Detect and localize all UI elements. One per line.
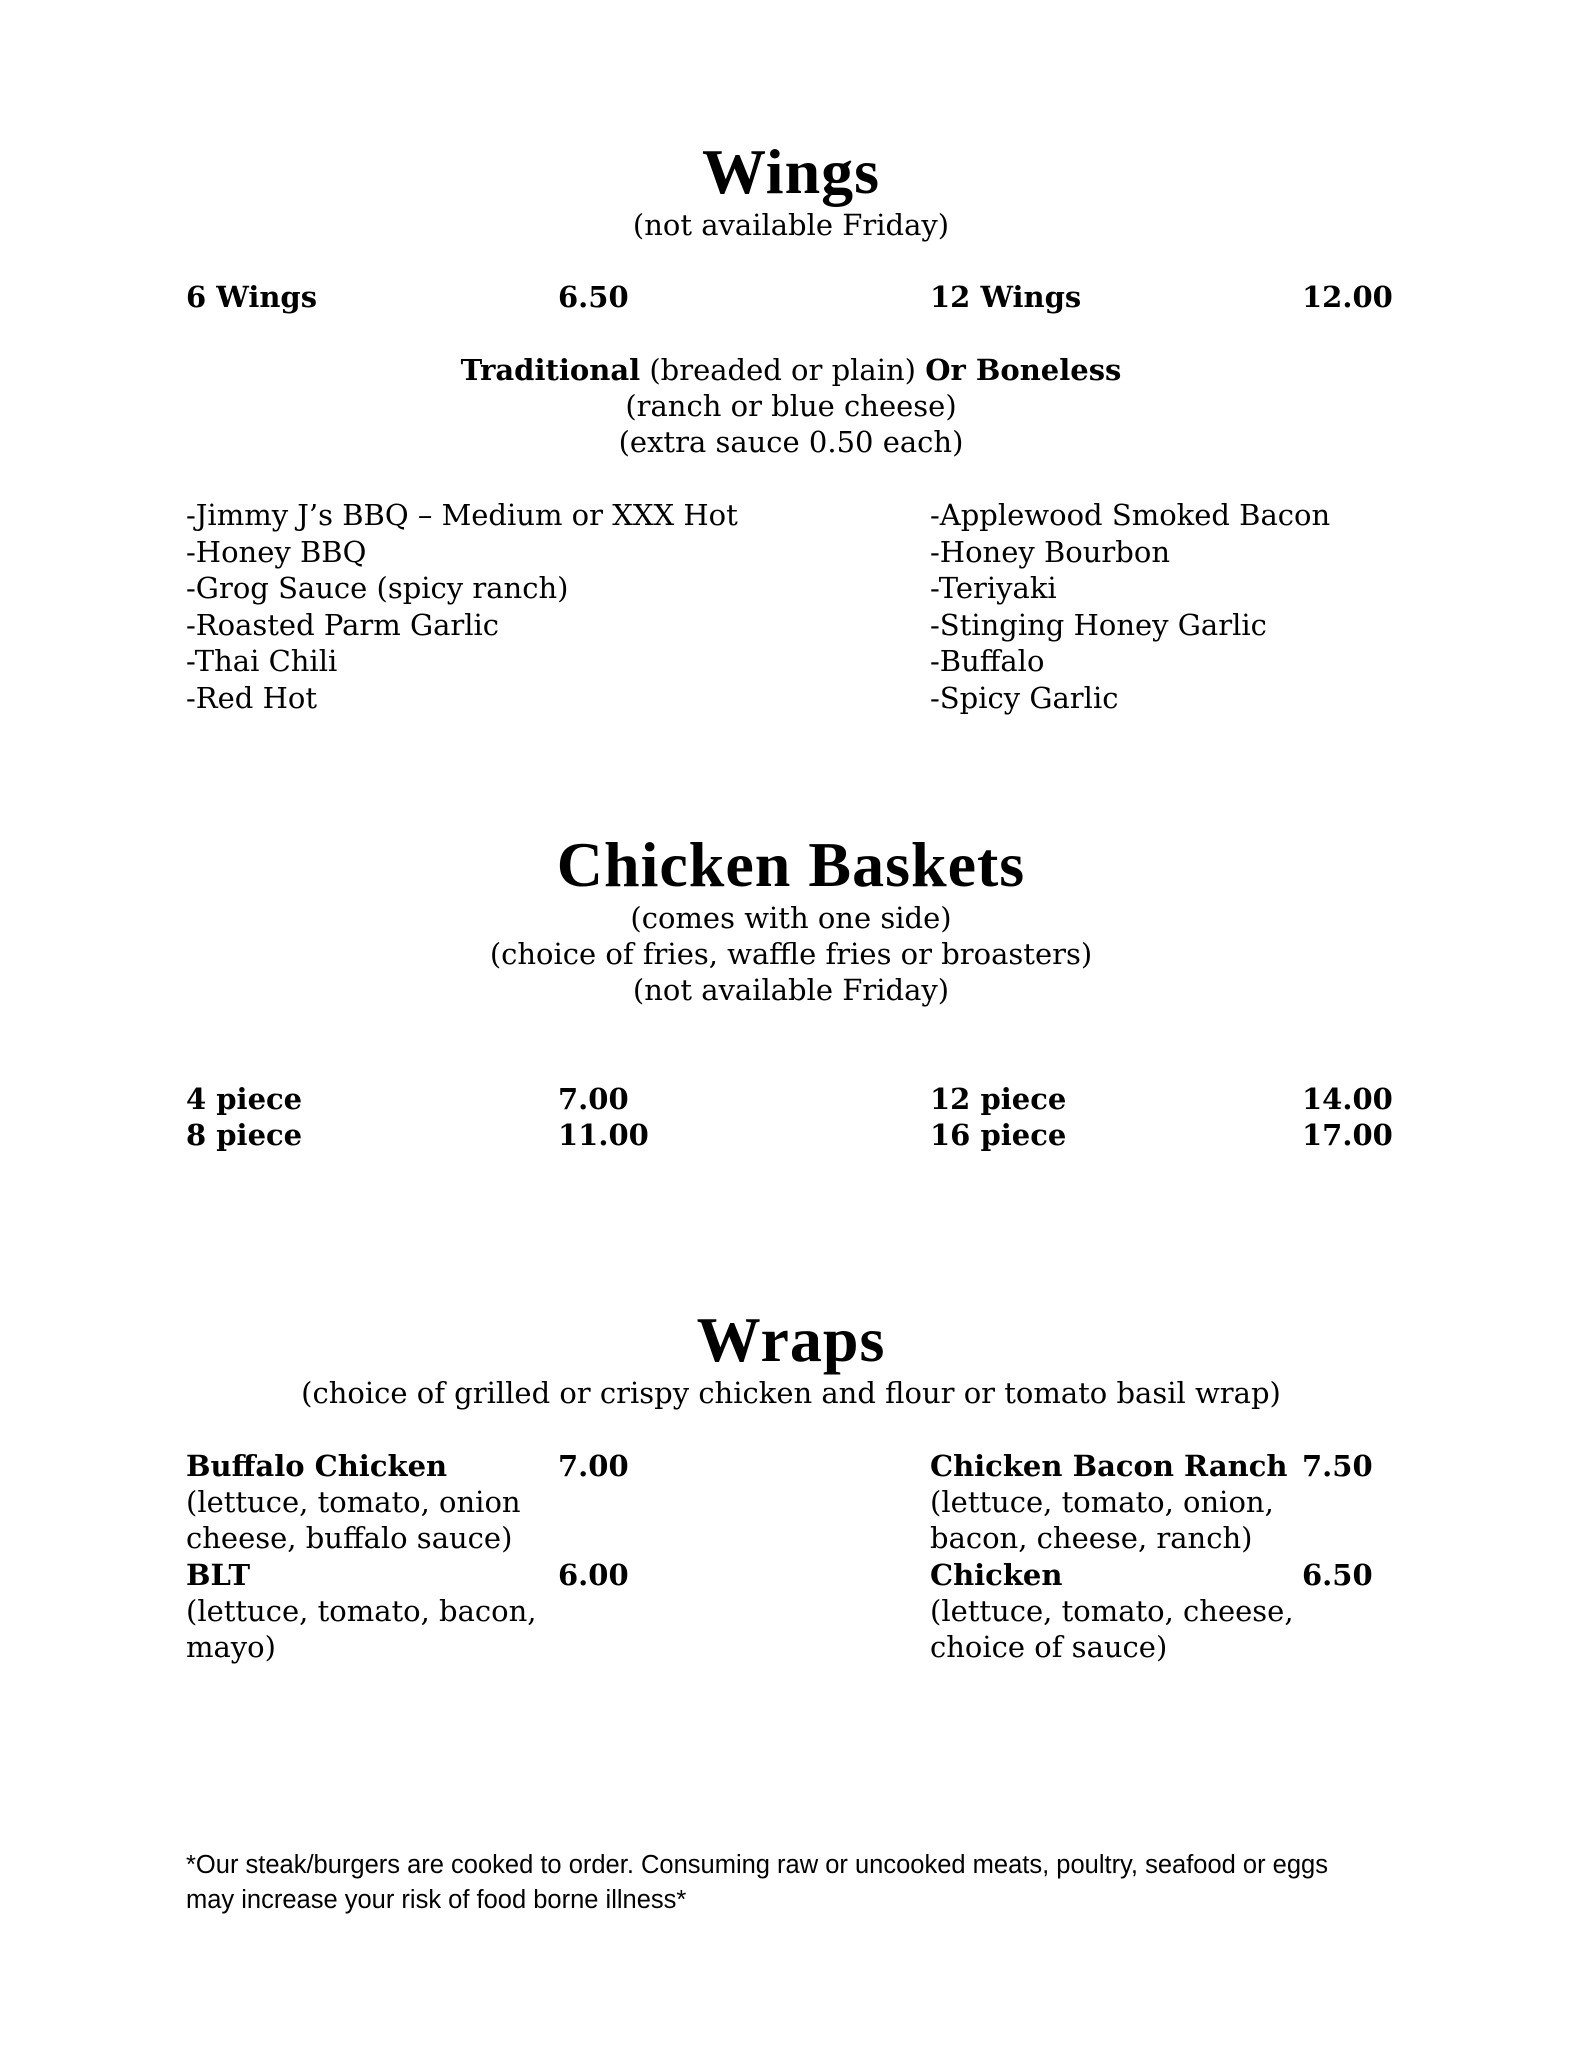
sauce-item: -Honey Bourbon xyxy=(930,534,1171,569)
wrap-item-price: 7.50 xyxy=(1302,1449,1373,1483)
sauce-item: -Applewood Smoked Bacon xyxy=(930,498,1331,532)
wings-size-label-12: 12 Wings xyxy=(930,280,1082,314)
wings-style-line xyxy=(0,352,1582,388)
wrap-item-name: Chicken Bacon Ranch xyxy=(930,1449,1288,1483)
wrap-item-desc: (lettuce, tomato, onion, xyxy=(930,1485,1274,1519)
wrap-item-name: Chicken xyxy=(930,1558,1063,1592)
sauce-item: -Thai Chili xyxy=(186,644,338,678)
sauce-item: -Honey BBQ xyxy=(186,534,367,569)
wings-sauce-list-left xyxy=(186,497,738,716)
sauce-item: -Spicy Garlic xyxy=(930,680,1119,715)
chicken-baskets-note: (choice of fries, waffle fries or broasters) xyxy=(489,937,1093,971)
chicken-baskets-note: (comes with one side) xyxy=(630,901,952,935)
wrap-item-desc: cheese, buffalo sauce) xyxy=(186,1521,513,1555)
wings-style-breaded: (breaded or plain) xyxy=(640,353,926,387)
wrap-item-desc: choice of sauce) xyxy=(930,1630,1168,1664)
basket-item-label: 4 piece xyxy=(186,1082,303,1116)
basket-item-price: 14.00 xyxy=(1302,1082,1393,1116)
wings-availability-note: (not available Friday) xyxy=(632,208,950,242)
wrap-item-name: Buffalo Chicken xyxy=(186,1449,448,1483)
sauce-item: -Roasted Parm Garlic xyxy=(186,607,500,642)
wings-size-price-6: 6.50 xyxy=(558,280,629,314)
sauce-item: -Jimmy J’s BBQ – Medium or XXX Hot xyxy=(186,498,738,532)
wings-dressing-note: (ranch or blue cheese) xyxy=(625,389,957,423)
sauce-item: -Grog Sauce (spicy ranch) xyxy=(186,571,569,605)
wings-extra-sauce-note: (extra sauce 0.50 each) xyxy=(618,425,964,459)
wings-title: Wings xyxy=(701,136,881,207)
basket-item-price: 11.00 xyxy=(558,1118,649,1152)
wings-style-boneless: Or Boneless xyxy=(925,353,1122,387)
wrap-item-price: 6.00 xyxy=(558,1558,629,1592)
wraps-note: (choice of grilled or crispy chicken and flour or tomato basil wrap) xyxy=(301,1376,1281,1410)
wings-style-traditional: Traditional xyxy=(460,353,641,387)
wrap-item-price: 6.50 xyxy=(1302,1558,1373,1592)
disclaimer-line: *Our steak/burgers are cooked to order. Consuming raw or uncooked meats, poultry, seafood or eggs xyxy=(186,1851,1328,1879)
wrap-item-desc: (lettuce, tomato, bacon, xyxy=(186,1594,537,1628)
wrap-item-desc: (lettuce, tomato, onion xyxy=(186,1485,521,1519)
wings-sauce-list-right xyxy=(930,497,1330,716)
wrap-item-desc: bacon, cheese, ranch) xyxy=(930,1521,1253,1555)
wrap-item-desc: mayo) xyxy=(186,1630,276,1664)
sauce-item: -Teriyaki xyxy=(930,571,1057,605)
chicken-baskets-title: Chicken Baskets xyxy=(556,829,1026,900)
basket-item-price: 17.00 xyxy=(1302,1118,1393,1152)
wrap-item-price: 7.00 xyxy=(558,1449,629,1483)
wrap-item-desc: (lettuce, tomato, cheese, xyxy=(930,1594,1294,1628)
wings-size-label-6: 6 Wings xyxy=(186,280,318,314)
basket-item-label: 8 piece xyxy=(186,1118,303,1152)
disclaimer-line: may increase your risk of food borne illness* xyxy=(186,1886,687,1914)
sauce-item: -Buffalo xyxy=(930,644,1045,678)
basket-item-price: 7.00 xyxy=(558,1082,629,1116)
food-safety-disclaimer xyxy=(186,1848,1426,1918)
sauce-item: -Stinging Honey Garlic xyxy=(930,607,1267,642)
wraps-title: Wraps xyxy=(696,1304,886,1375)
wrap-item-name: BLT xyxy=(186,1558,251,1592)
basket-item-label: 12 piece xyxy=(930,1082,1067,1116)
basket-item-label: 16 piece xyxy=(930,1118,1067,1152)
chicken-baskets-note: (not available Friday) xyxy=(632,973,950,1007)
wings-size-price-12: 12.00 xyxy=(1302,280,1393,314)
sauce-item: -Red Hot xyxy=(186,680,317,715)
